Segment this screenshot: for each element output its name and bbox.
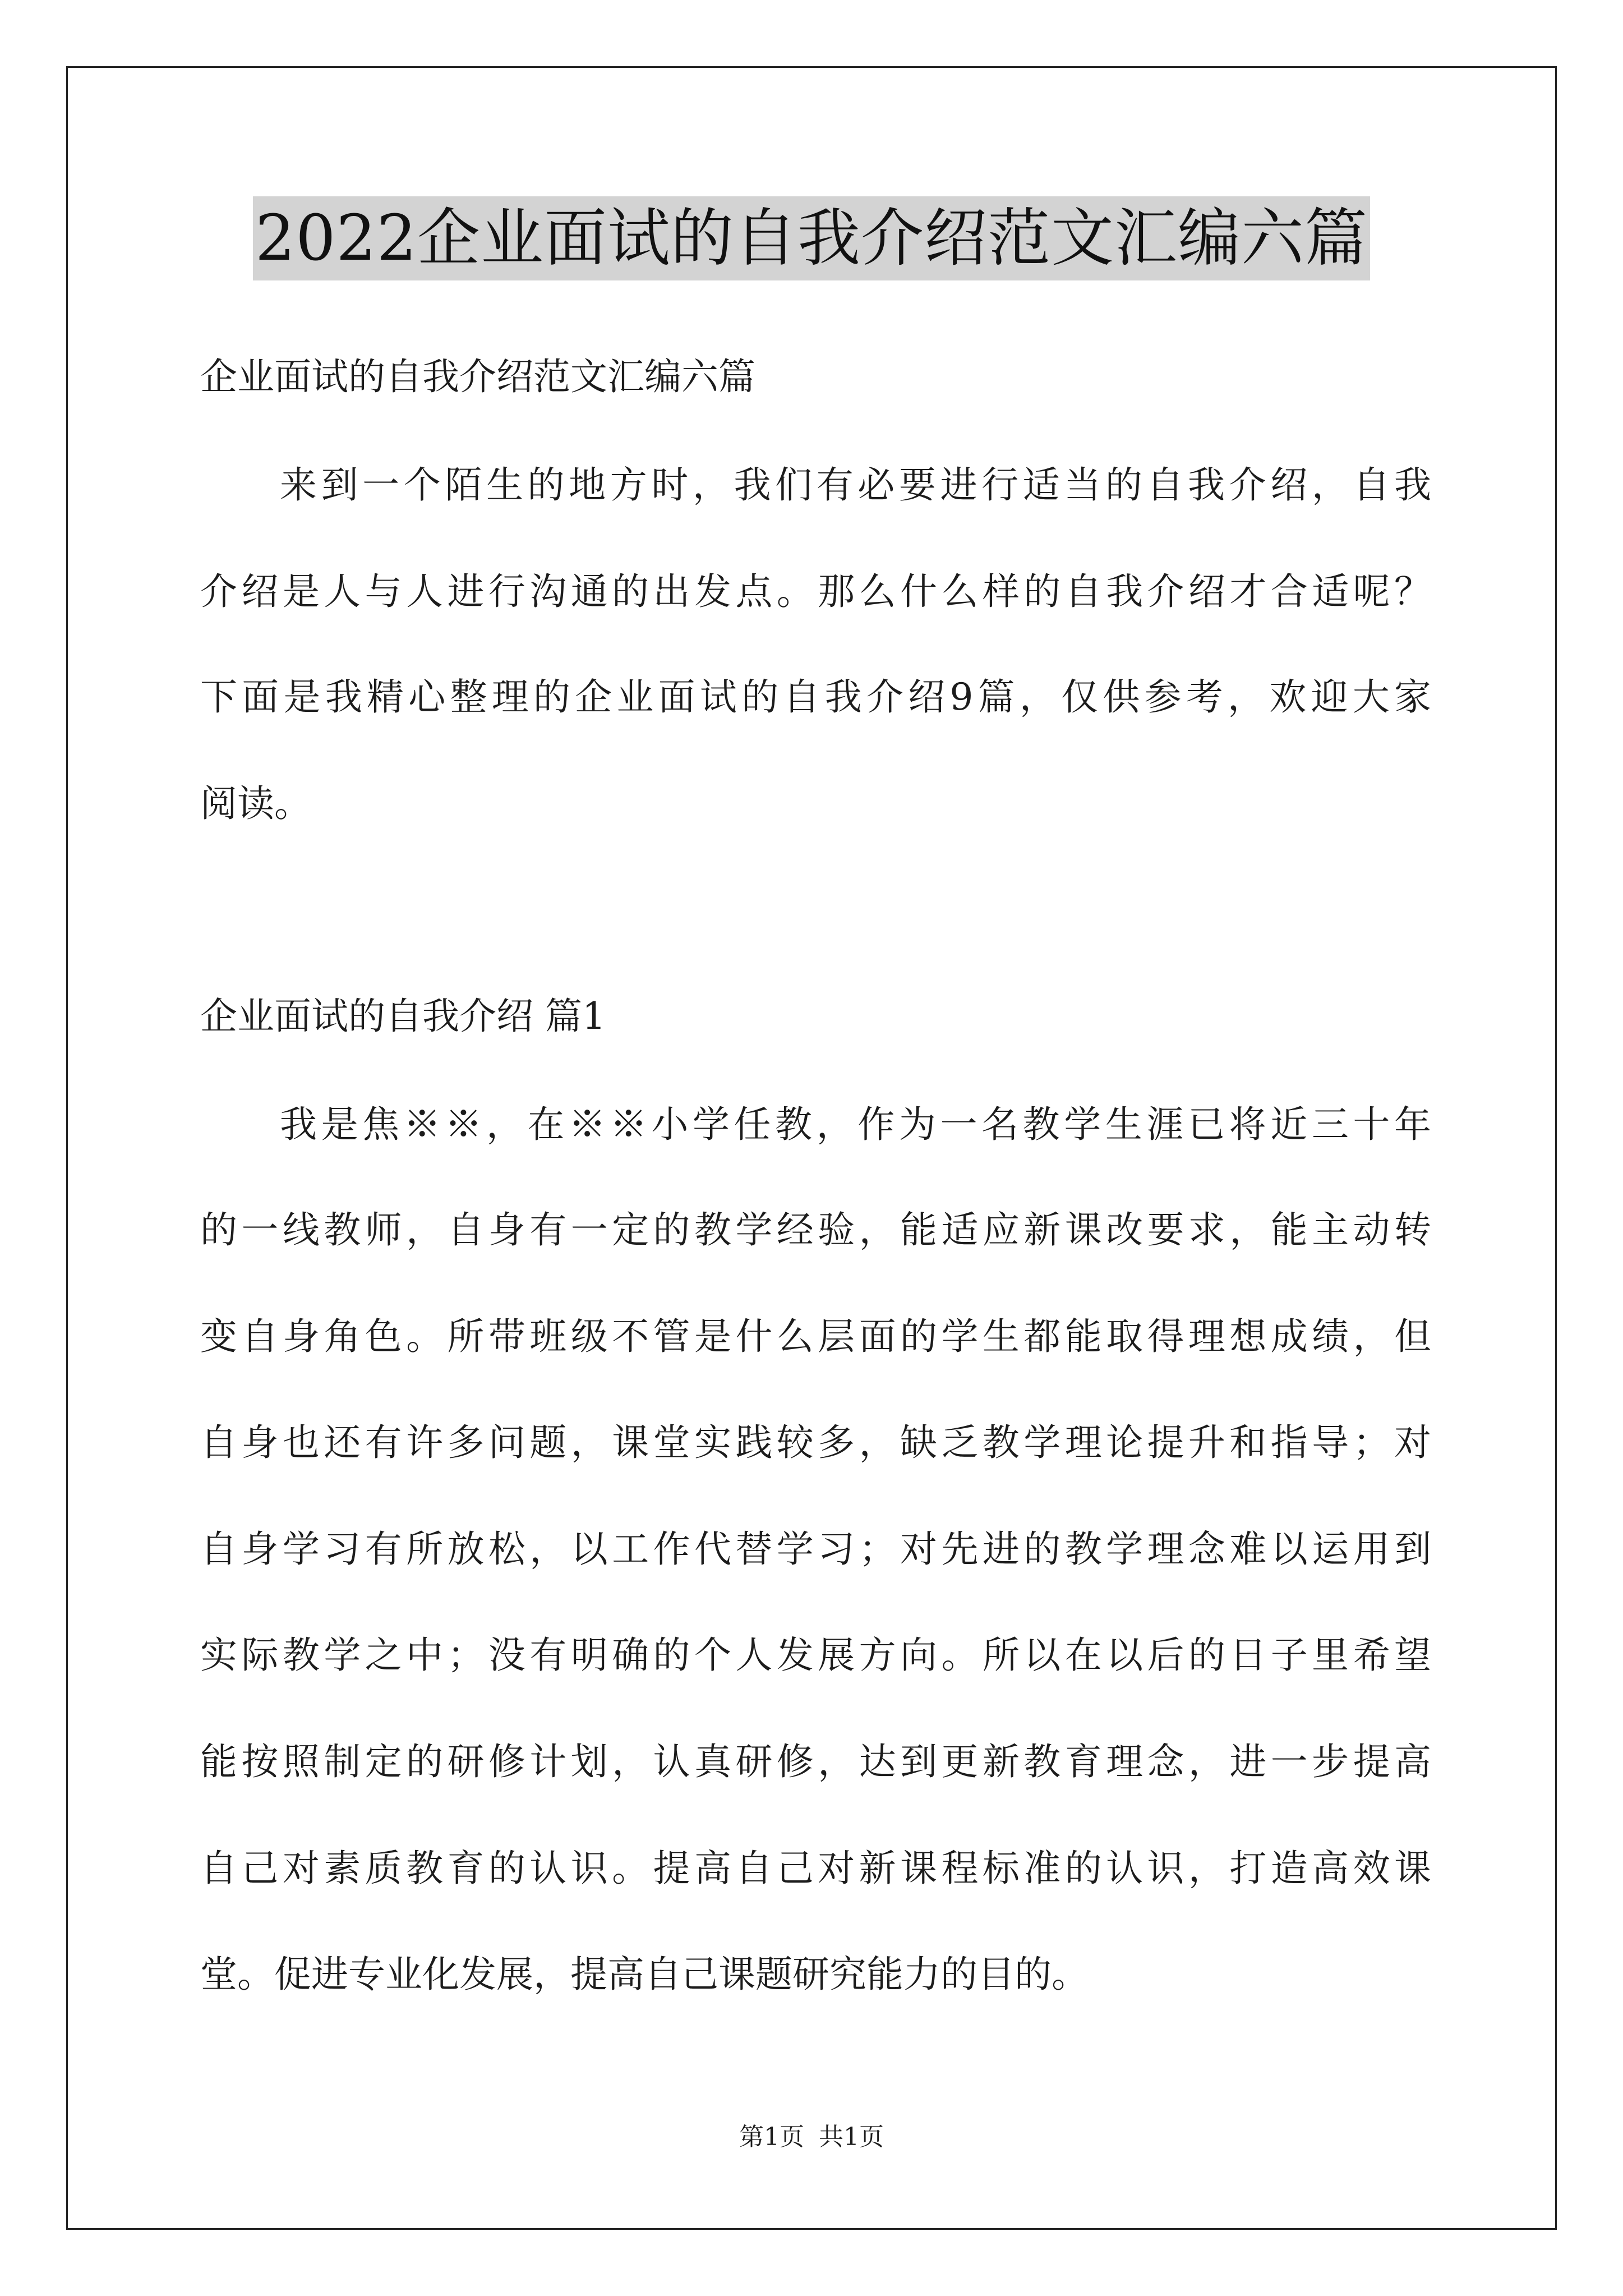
section-line: 自身也还有许多问题，课堂实践较多，缺乏教学理论提升和指导；对	[200, 1421, 1431, 1464]
section-line: 自身学习有所放松，以工作代替学习；对先进的教学理念难以运用到	[200, 1527, 1431, 1571]
page-total: 共1页	[819, 2123, 884, 2151]
title-container	[0, 196, 1623, 280]
section-line: 能按照制定的研修计划，认真研修，达到更新教育理念，进一步提高	[200, 1740, 1431, 1783]
section-heading: 企业面试的自我介绍 篇1	[200, 995, 606, 1038]
page-number: 第1页	[739, 2123, 804, 2151]
section-line: 变自身角色。所带班级不管是什么层面的学生都能取得理想成绩，但	[200, 1315, 1431, 1358]
section-line: 的一线教师，自身有一定的教学经验，能适应新课改要求，能主动转	[200, 1208, 1431, 1251]
section-line: 自己对素质教育的认识。提高自己对新课程标准的认识，打造高效课	[200, 1847, 1431, 1890]
intro-line: 阅读。	[200, 782, 311, 825]
section-line: 堂。促进专业化发展，提高自己课题研究能力的目的。	[200, 1953, 1089, 1996]
section-line: 实际教学之中；没有明确的个人发展方向。所以在以后的日子里希望	[200, 1634, 1431, 1677]
intro-line: 来到一个陌生的地方时，我们有必要进行适当的自我介绍，自我	[280, 463, 1431, 507]
document-title: 2022企业面试的自我介绍范文汇编六篇	[253, 196, 1370, 280]
section-line: 我是焦※※，在※※小学任教，作为一名教学生涯已将近三十年	[280, 1103, 1431, 1146]
page-footer	[0, 2120, 1623, 2154]
intro-line: 介绍是人与人进行沟通的出发点。那么什么样的自我介绍才合适呢？	[200, 570, 1431, 613]
document-subtitle: 企业面试的自我介绍范文汇编六篇	[200, 355, 755, 398]
intro-line: 下面是我精心整理的企业面试的自我介绍9篇，仅供参考，欢迎大家	[200, 675, 1431, 719]
